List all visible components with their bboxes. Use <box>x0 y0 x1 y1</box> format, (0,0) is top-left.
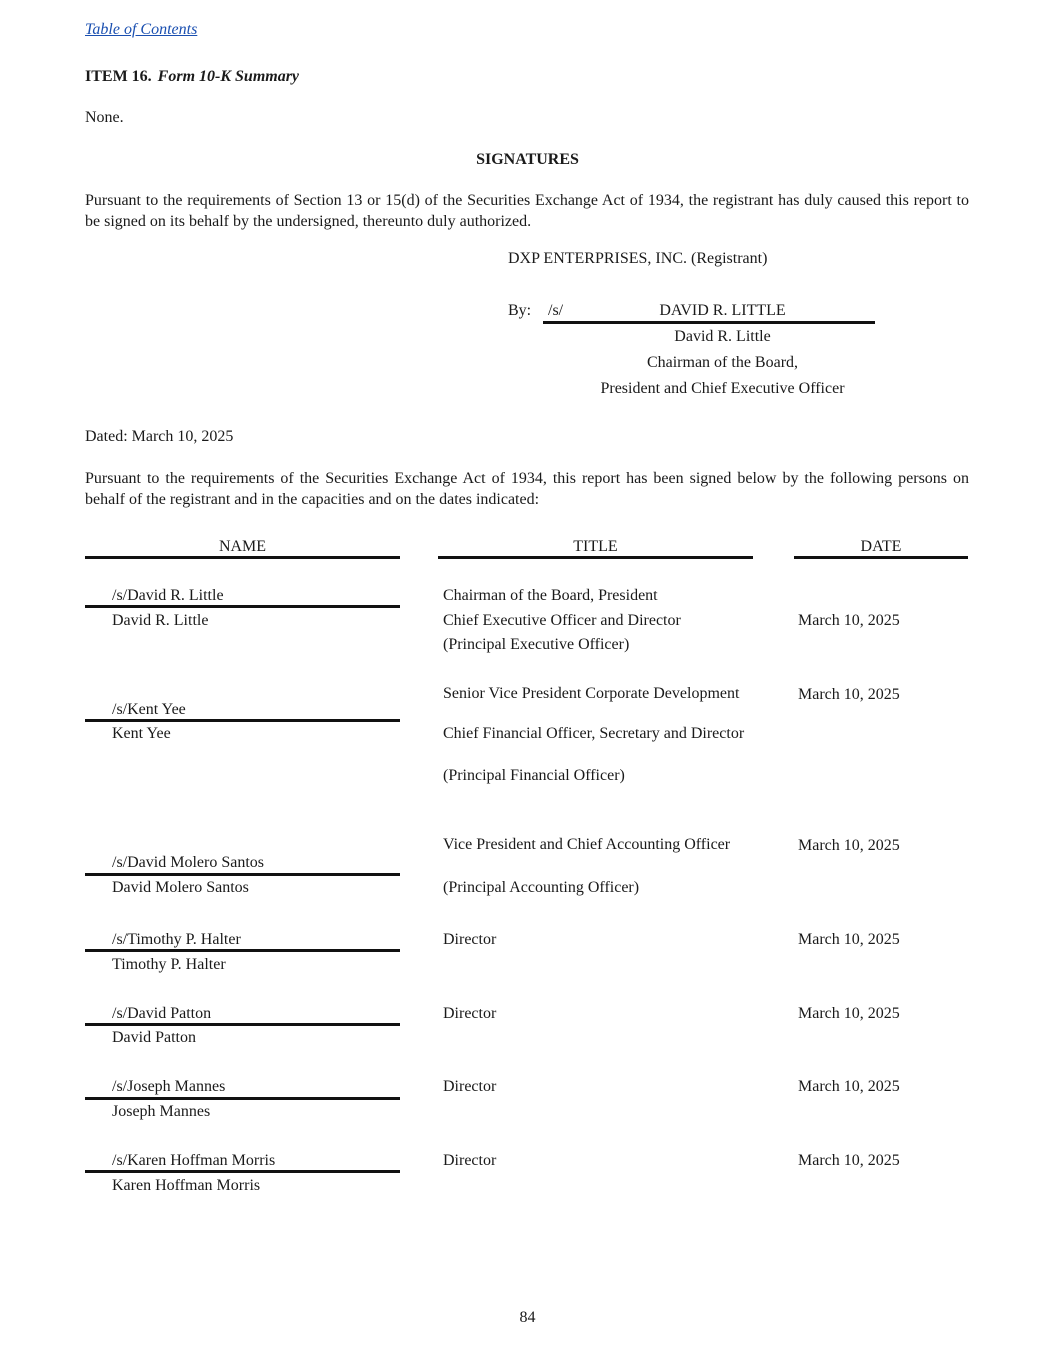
item-16-heading <box>85 67 299 88</box>
signature-kent-yee: /s/Kent Yee <box>112 701 186 718</box>
date-timothy-halter: March 10, 2025 <box>798 931 900 948</box>
name-david-little: David R. Little <box>112 612 209 629</box>
name-joseph-mannes: Joseph Mannes <box>112 1103 211 1120</box>
title-karen-hoffman-morris: Director <box>443 1152 497 1169</box>
signer-printed-name: David R. Little <box>674 328 771 345</box>
header-date: DATE <box>860 538 902 555</box>
date-david-little: March 10, 2025 <box>798 612 900 629</box>
signature-line-kent-yee <box>85 719 400 722</box>
header-name-rule <box>85 556 400 559</box>
by-label: By: <box>508 302 532 319</box>
signer-title-line-1: Chairman of the Board, <box>646 354 799 371</box>
title-david-patton: Director <box>443 1005 497 1022</box>
registrant-name: DXP ENTERPRISES, INC. (Registrant) <box>508 250 768 267</box>
item-label: ITEM 16. <box>85 68 152 85</box>
page-number: 84 <box>519 1309 536 1326</box>
title-david-molero-santos-1: Vice President and Chief Accounting Officer <box>443 836 731 853</box>
date-david-molero-santos: March 10, 2025 <box>798 837 900 854</box>
table-of-contents-link[interactable]: Table of Contents <box>85 21 198 38</box>
signature-line-joseph-mannes <box>85 1097 400 1100</box>
title-david-little-3: (Principal Executive Officer) <box>443 636 630 653</box>
title-kent-yee-2: Chief Financial Officer, Secretary and Director <box>443 725 745 742</box>
title-timothy-halter: Director <box>443 931 497 948</box>
date-karen-hoffman-morris: March 10, 2025 <box>798 1152 900 1169</box>
signature-david-molero-santos: /s/David Molero Santos <box>112 854 264 871</box>
signature-david-patton: /s/David Patton <box>112 1005 212 1022</box>
item-title: Form 10-K Summary <box>157 68 300 85</box>
dated-line: Dated: March 10, 2025 <box>85 428 234 445</box>
signature-timothy-halter: /s/Timothy P. Halter <box>112 931 241 948</box>
signature-line-timothy-halter <box>85 949 400 952</box>
signature-david-little: /s/David R. Little <box>112 587 224 604</box>
header-title: TITLE <box>573 538 618 555</box>
title-david-little-2: Chief Executive Officer and Director <box>443 612 681 629</box>
signature-karen-hoffman-morris: /s/Karen Hoffman Morris <box>112 1152 276 1169</box>
date-joseph-mannes: March 10, 2025 <box>798 1078 900 1095</box>
signatures-heading: SIGNATURES <box>476 151 579 168</box>
signature-paragraph-2: Pursuant to the requirements of the Securities Exchange Act of 1934, this report has been signed below by the following persons on behalf of the registrant and in the capacities and on the dates indicated: <box>85 470 969 508</box>
signature-line-david-little <box>85 605 400 608</box>
signature-line-karen-hoffman-morris <box>85 1170 400 1173</box>
by-signature-line <box>543 321 875 324</box>
header-title-rule <box>438 556 753 559</box>
title-kent-yee-1: Senior Vice President Corporate Development <box>443 685 740 702</box>
by-signature-name: DAVID R. LITTLE <box>659 302 786 319</box>
signature-joseph-mannes: /s/Joseph Mannes <box>112 1078 226 1095</box>
name-karen-hoffman-morris: Karen Hoffman Morris <box>112 1177 261 1194</box>
by-slash-s: /s/ <box>548 302 564 319</box>
signer-title-line-2: President and Chief Executive Officer <box>600 380 845 397</box>
title-david-molero-santos-2: (Principal Accounting Officer) <box>443 879 640 896</box>
signature-line-david-patton <box>85 1023 400 1026</box>
header-name: NAME <box>218 538 267 555</box>
date-kent-yee: March 10, 2025 <box>798 686 900 703</box>
signature-line-david-molero-santos <box>85 873 400 876</box>
title-kent-yee-3: (Principal Financial Officer) <box>443 767 625 784</box>
item-16-body: None. <box>85 109 124 126</box>
signature-paragraph-1: Pursuant to the requirements of Section 13 or 15(d) of the Securities Exchange Act of 1934, the registrant has duly caused this report to be signed on its behalf by the undersigned, thereunto duly authorized. <box>85 192 969 230</box>
header-date-rule <box>794 556 968 559</box>
name-kent-yee: Kent Yee <box>112 725 171 742</box>
name-timothy-halter: Timothy P. Halter <box>112 956 226 973</box>
title-david-little-1: Chairman of the Board, President <box>443 587 658 604</box>
title-joseph-mannes: Director <box>443 1078 497 1095</box>
name-david-molero-santos: David Molero Santos <box>112 879 249 896</box>
date-david-patton: March 10, 2025 <box>798 1005 900 1022</box>
name-david-patton: David Patton <box>112 1029 196 1046</box>
